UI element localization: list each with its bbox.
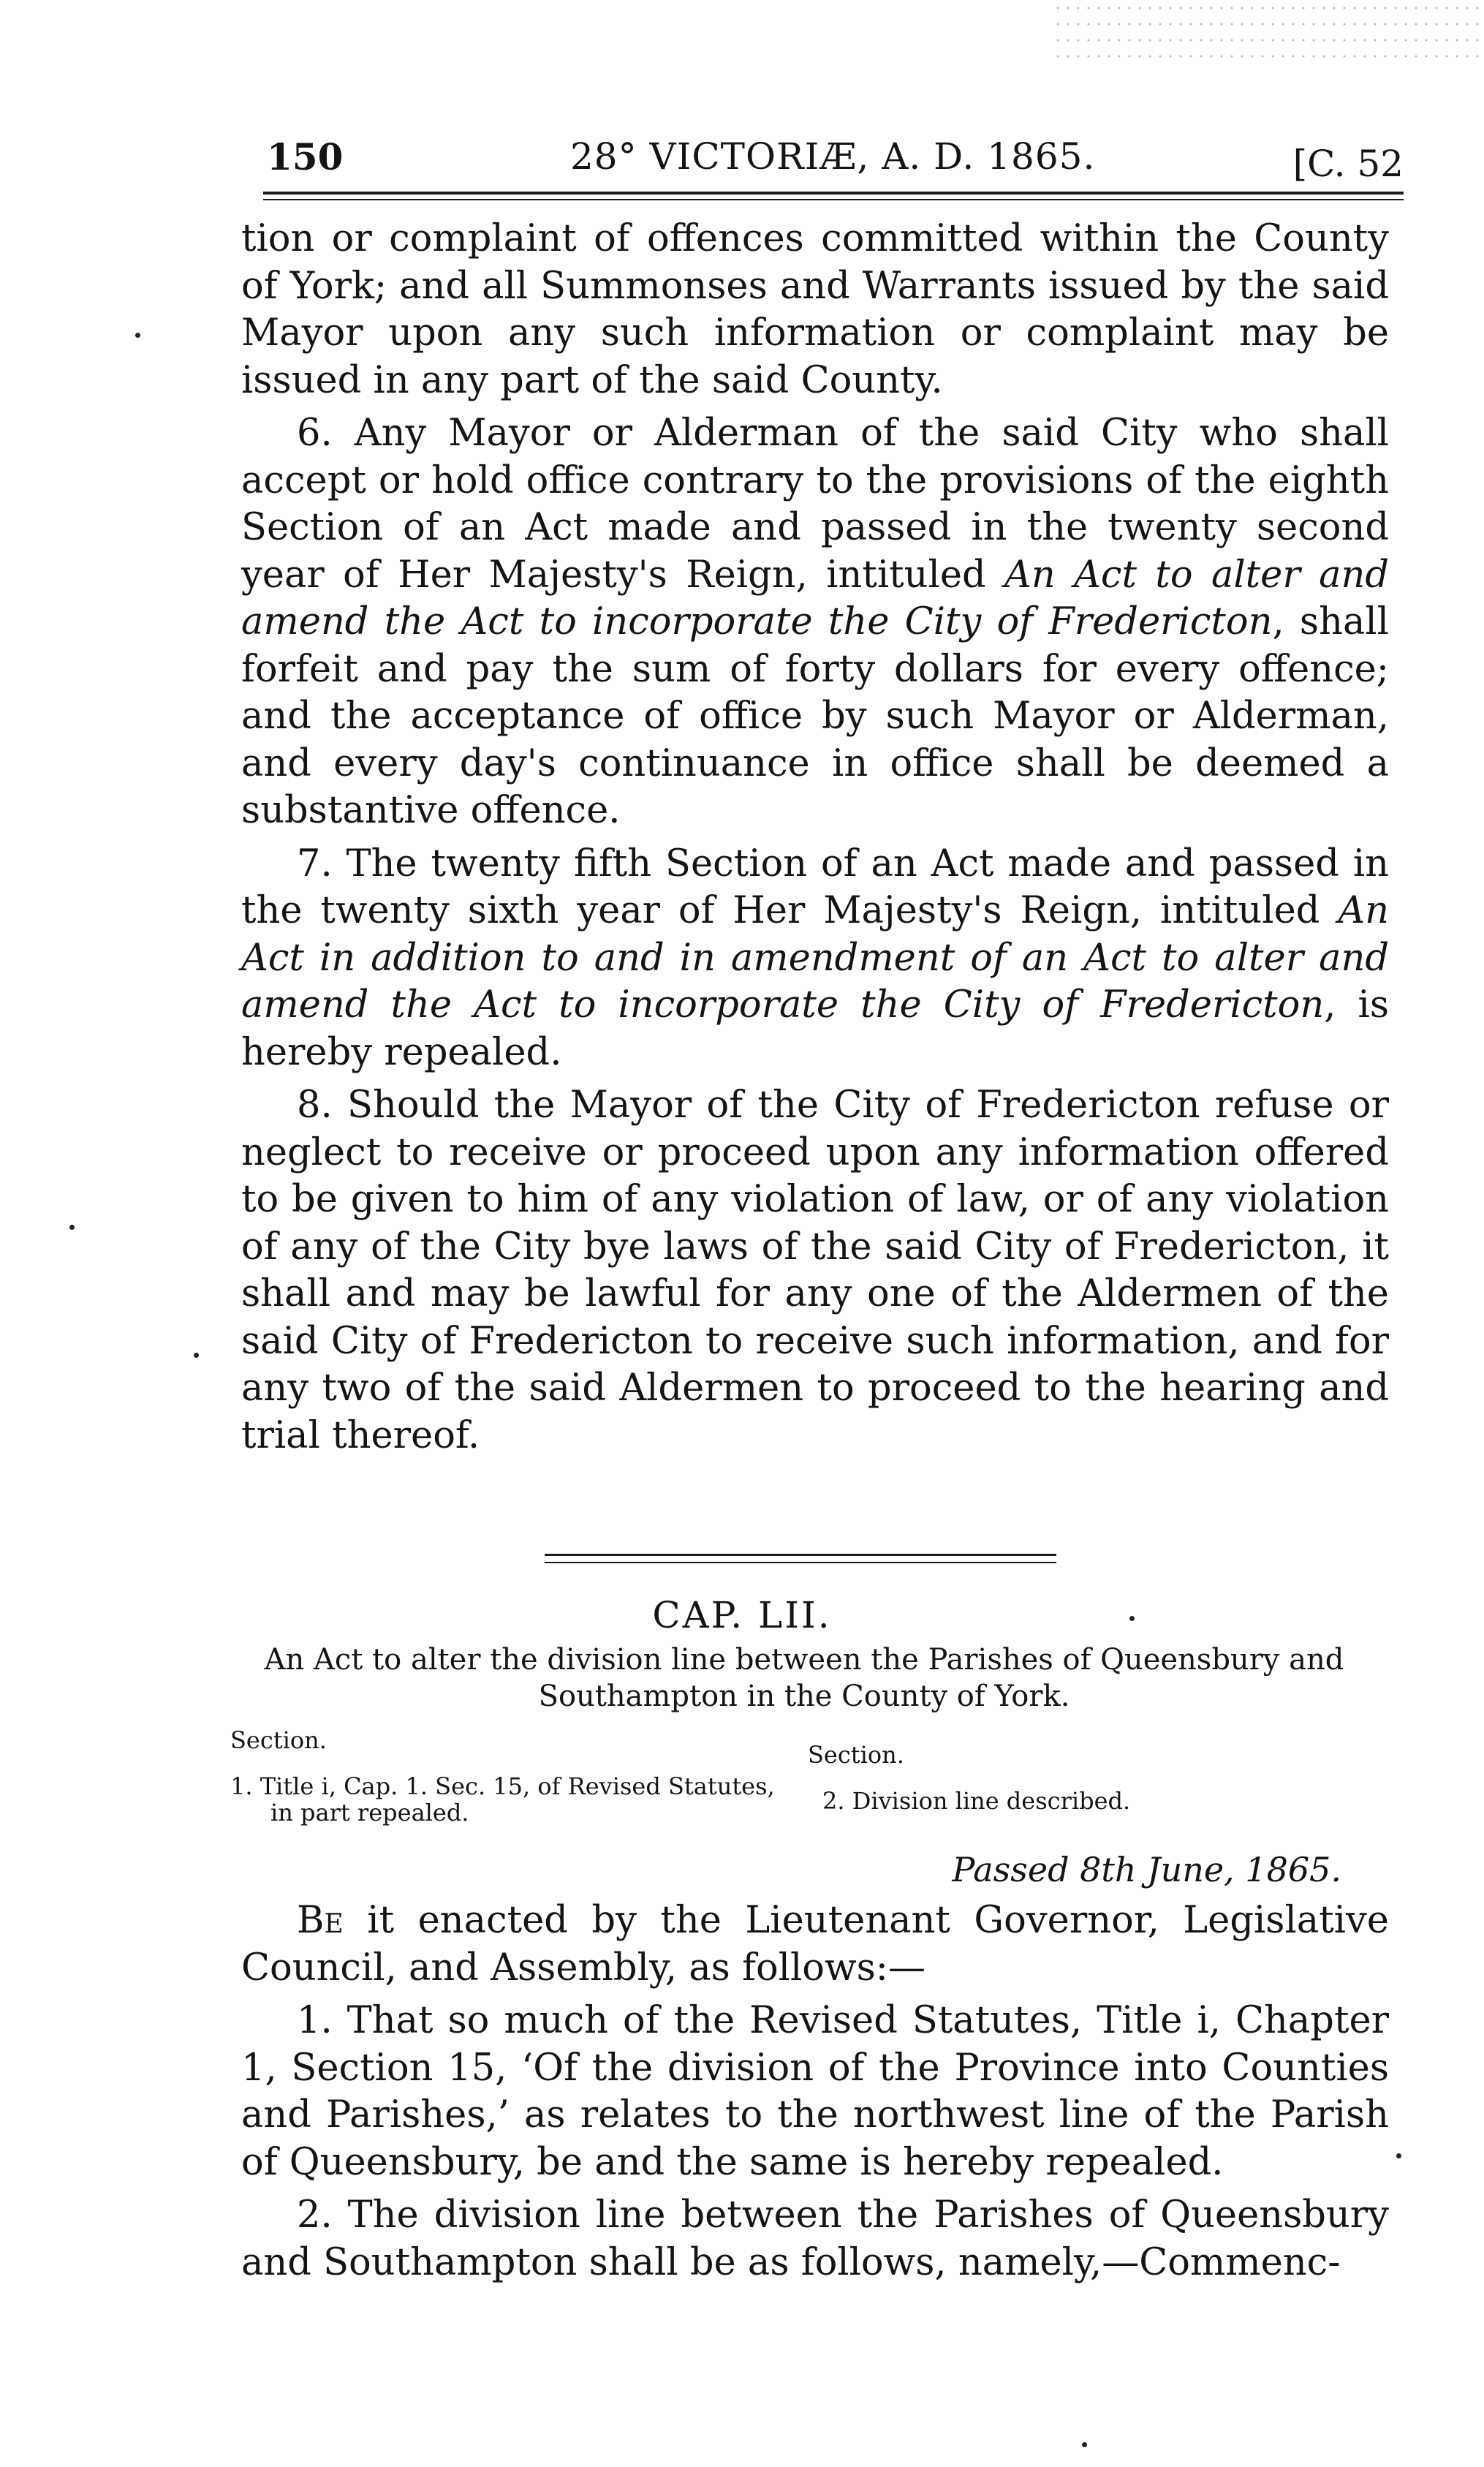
chapter-52-section-2: 2. The division line between the Parishes of Queensbury and Southampton shall be as follows, namely,—Commenc-: [241, 2194, 1389, 2284]
section-1-summary: 1. Title i, Cap. 1. Sec. 15, of Revised Statutes, in part repealed.: [230, 1772, 775, 1826]
section-6-text-a: 6. Any Mayor or Alderman of the said City who shall accept or hold office contrary to the provisions of the eighth Section of an Act made and passed in the twenty second year of Her Majesty's Reign, intituled: [241, 412, 1389, 597]
enacting-text: it enacted by the Lieutenant Governor, Legislative Council, and Assembly, as follows:—: [241, 1899, 1389, 1990]
enacting-clause: [241, 1897, 1389, 1992]
chapter-divider-top: [545, 1554, 1056, 1556]
running-title: 28° VICTORIÆ, A. D. 1865.: [570, 135, 1096, 178]
sections-5-to-8: [241, 216, 1389, 1459]
section-7-text-b: , is hereby repealed.: [241, 983, 1390, 1074]
enacting-dropcap: Be: [297, 1899, 344, 1942]
section-2-summary: 2. Division line described.: [822, 1787, 1131, 1815]
section-7-text-a: 7. The twenty fifth Section of an Act made and passed in the twenty sixth year of Her Majesty's Reign, intituled: [241, 842, 1389, 932]
chapter-heading: CAP. LII.: [652, 1594, 832, 1636]
margin-speck: [194, 1353, 199, 1358]
margin-speck: [135, 333, 140, 338]
page-header: [263, 121, 1404, 185]
section-6-act-title: An Act to alter and amend the Act to incorporate the City of Fredericton: [241, 553, 1389, 643]
chapter-long-title: An Act to alter the division line between the Parishes of Queensbury and Southampton in the County of York.: [264, 1643, 1344, 1713]
section-7-act-title: An Act in addition to and in amendment of an Act to alter and amend the Act to incorporate the City of Fredericton: [241, 889, 1389, 1027]
chapter-52-body: [241, 1897, 1389, 2286]
section-6-text-b: , shall forfeit and pay the sum of forty dollars for every offence; and the acceptance of office by such Mayor or Alderman, and every day's continuance in office shall be deemed a substantive offence.: [241, 600, 1389, 832]
marginal-section-label-right: Section.: [808, 1741, 904, 1769]
section-7: [241, 841, 1389, 1077]
chapter-reference: [C. 52: [1292, 143, 1404, 185]
passed-date: Passed 8th June, 1865.: [952, 1850, 1341, 1889]
section-8: 8. Should the Mayor of the City of Fredericton refuse or neglect to receive or proceed upon any information offered to be given to him of any violation of law, or of any violation of any of the City bye laws of the said City of Fredericton, it shall and may be lawful for any one of the Aldermen of the said City of Fredericton to receive such information, and for any two of the said Aldermen to proceed to the hearing and trial thereof.: [241, 1084, 1389, 1457]
header-rule-thin: [263, 199, 1404, 200]
chapter-divider-bottom: [545, 1562, 1056, 1563]
page-number: 150: [267, 135, 344, 178]
section-5-continuation: tion or complaint of offences committed within the County of York; and all Summonses and Warrants issued by the said Mayor upon any such information or complaint may be issued in any part of the said County.: [241, 217, 1389, 402]
margin-speck: [1129, 1616, 1135, 1621]
margin-speck: [69, 1225, 75, 1230]
chapter-52-section-1: 1. That so much of the Revised Statutes, Title i, Chapter 1, Section 15, ‘Of the division of the Province into Counties and Parishes,’ as relates to the northwest line of the Parish of Queensbury, be and the same is hereby repealed.: [241, 1999, 1389, 2184]
margin-speck: [1082, 2442, 1087, 2447]
header-rule-thick: [263, 192, 1404, 194]
edge-speckle: [1053, 0, 1484, 58]
section-6: [241, 410, 1389, 835]
margin-speck: [1396, 2153, 1401, 2158]
marginal-section-label-left: Section.: [230, 1726, 327, 1754]
